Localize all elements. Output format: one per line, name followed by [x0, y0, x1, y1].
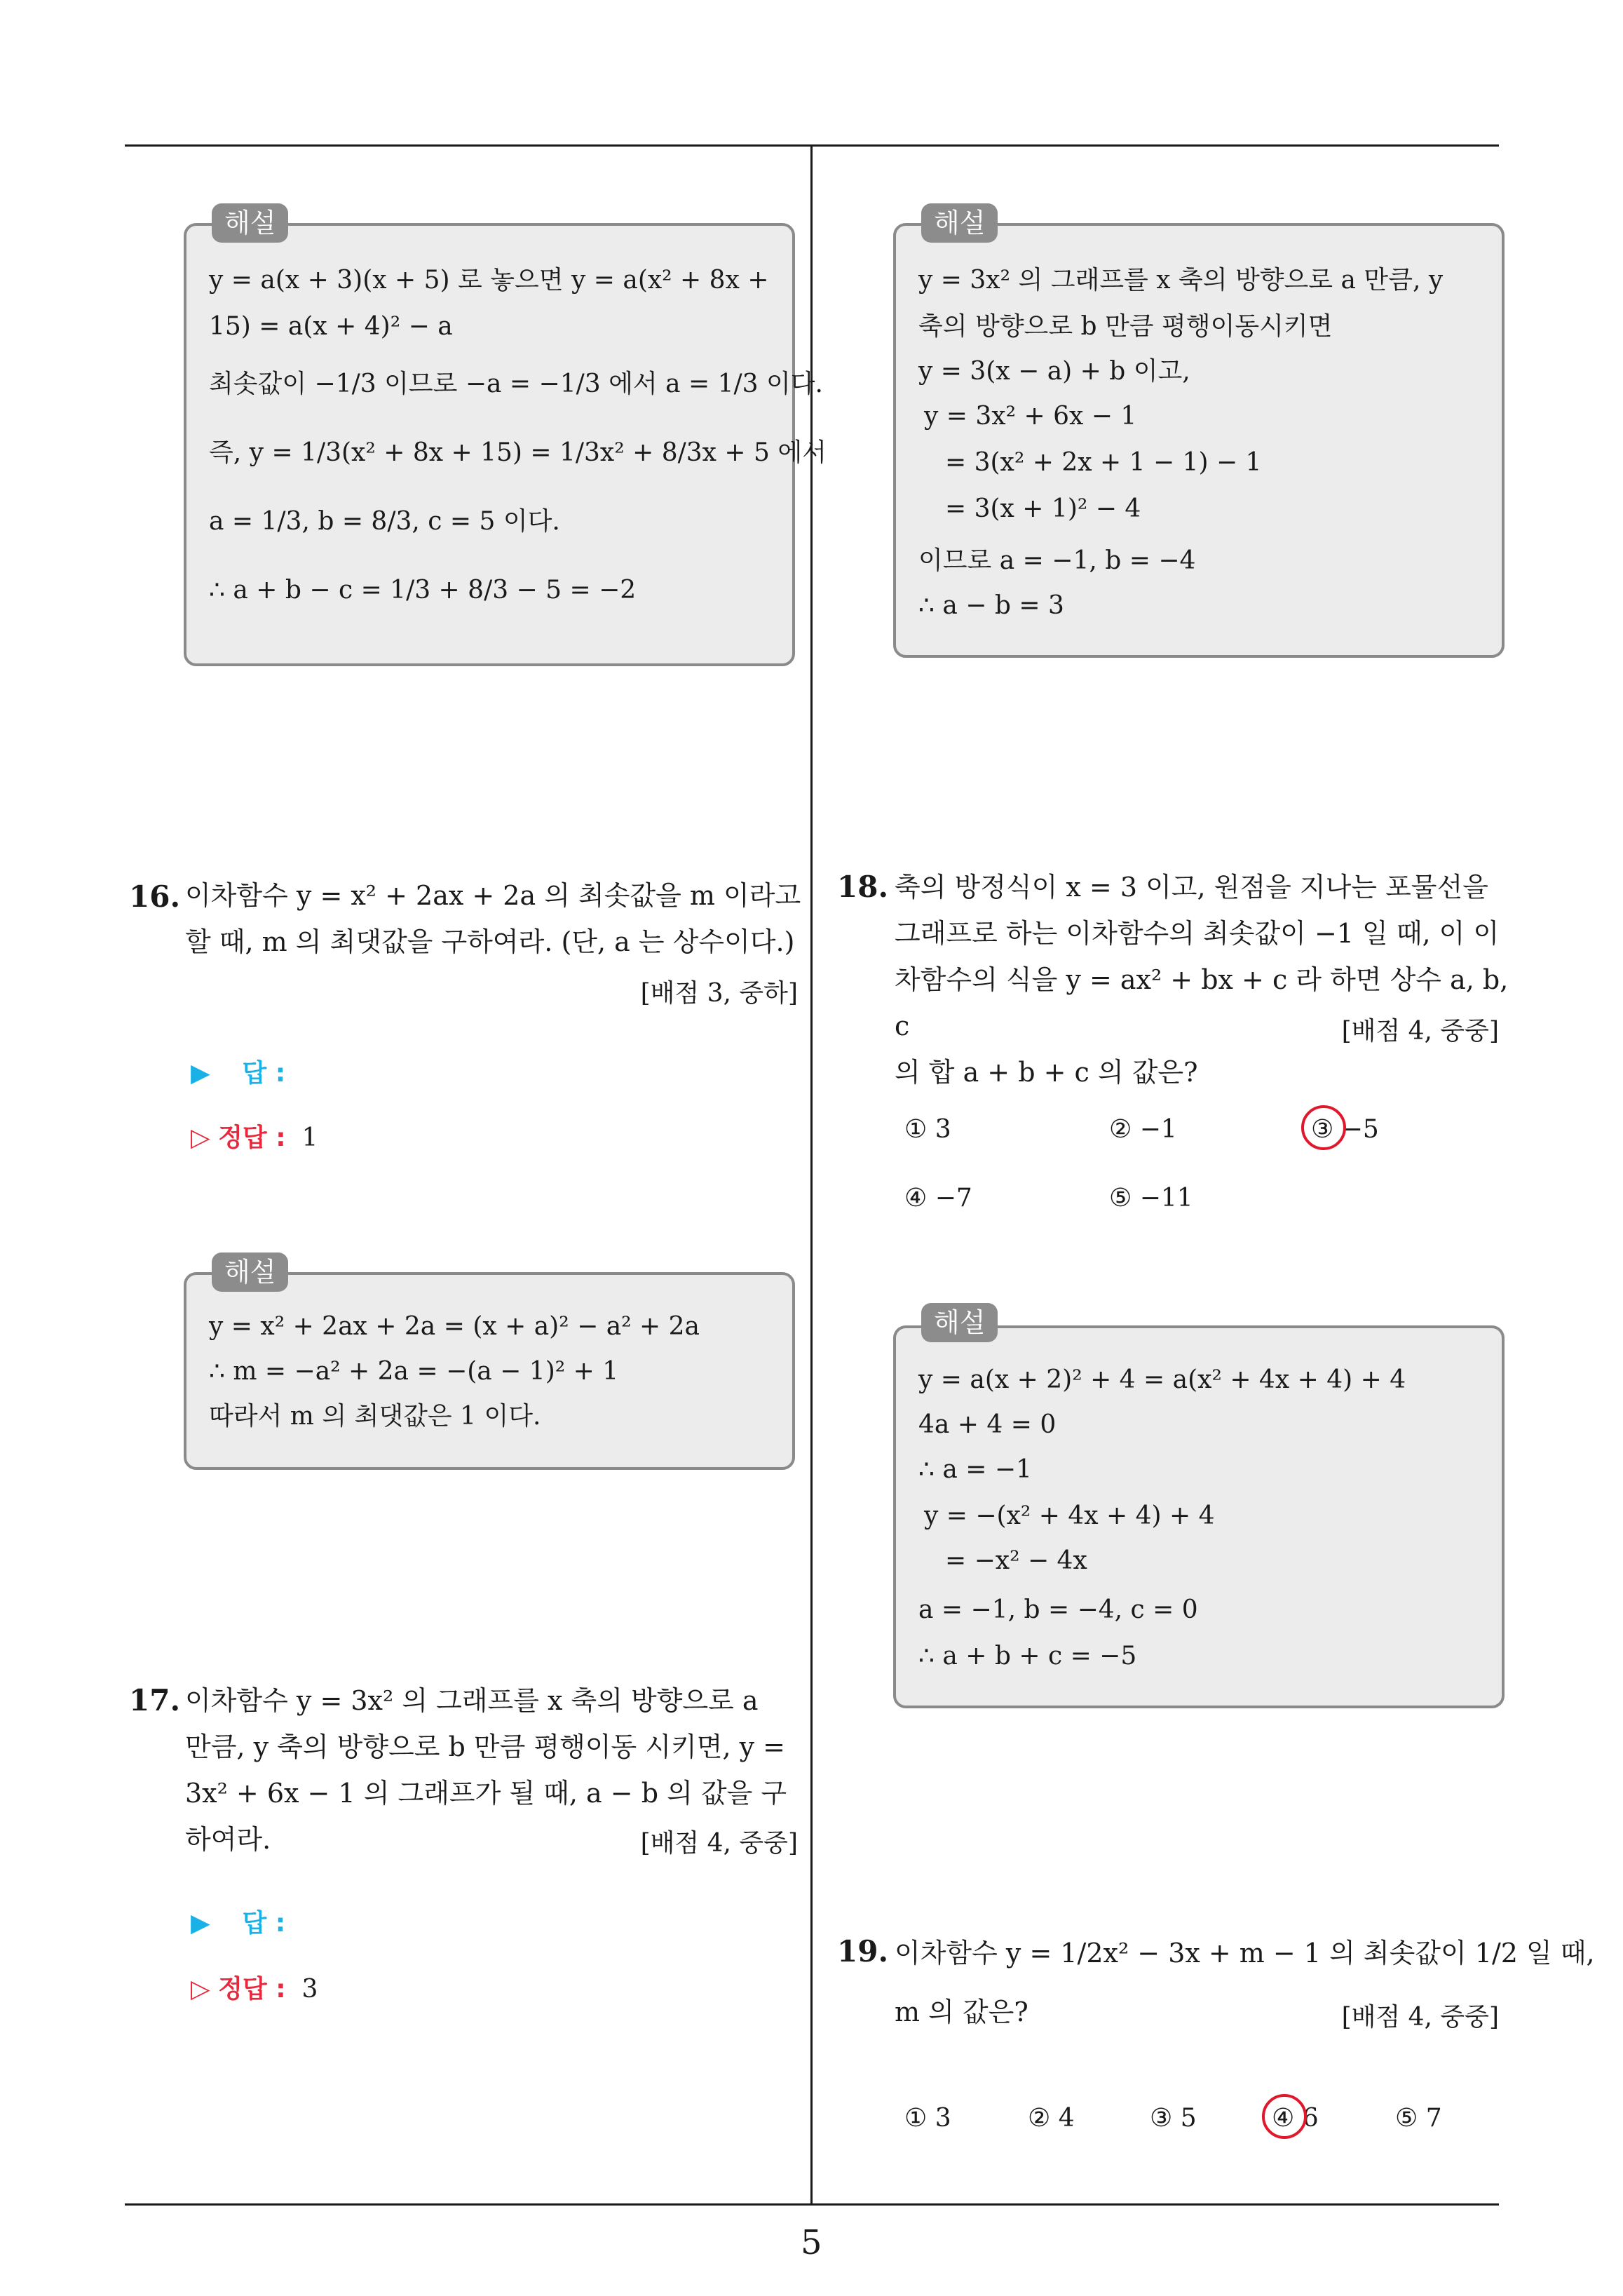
solution-box-16: [184, 1272, 795, 1470]
correct-answer-row: [191, 1118, 318, 1154]
answer-label: 답 :: [242, 1909, 286, 1938]
solution-tag: 해설: [921, 203, 998, 243]
question-line: 이차함수 y = 3x² 의 그래프를 x 축의 방향으로 a: [185, 1685, 759, 1716]
question-line: m 의 값은?: [895, 1997, 1028, 2027]
answer-label: 답 :: [242, 1059, 286, 1088]
question-line: 축의 방정식이 x = 3 이고, 원점을 지나는 포물선을: [895, 872, 1488, 903]
solution-line: = −x² − 4x: [945, 1546, 1087, 1575]
solution-line: ∴ a + b + c = −5: [918, 1642, 1137, 1670]
answer-row: [191, 1903, 285, 1939]
selected-choice-mark: [1262, 2094, 1307, 2139]
solution-line: a = 1/3, b = 8/3, c = 5 이다.: [209, 507, 560, 536]
question-line: 이차함수 y = x² + 2ax + 2a 의 최솟값을 m 이라고: [185, 880, 801, 911]
question-number: 19.: [837, 1934, 889, 1969]
solution-box-15: [184, 223, 827, 666]
choice-3[interactable]: ③ −5: [1311, 1115, 1379, 1144]
bottom-rule: [125, 2203, 1499, 2206]
correct-label: 정답 :: [218, 1123, 286, 1152]
question-number: 16.: [129, 879, 181, 914]
correct-label: 정답 :: [218, 1975, 286, 2004]
question-line: 3x² + 6x − 1 의 그래프가 될 때, a − b 의 값을 구하여라.: [185, 1778, 787, 1855]
correct-answer-value: 1: [301, 1123, 318, 1152]
solution-box-18: [893, 1325, 1505, 1708]
solution-line: 15) = a(x + 4)² − a: [209, 312, 453, 341]
question-score: [배점 3, 중하]: [640, 979, 798, 1008]
solution-line: 최솟값이 −1/3 이므로 −a = −1/3 에서 a = 1/3 이다.: [209, 370, 823, 398]
choice-4[interactable]: ④ −7: [904, 1184, 972, 1213]
question-score: [배점 4, 중중]: [1341, 2003, 1499, 2032]
solution-line: y = 3x² 의 그래프를 x 축의 방향으로 a 만큼, y: [918, 266, 1444, 295]
choice-5[interactable]: ⑤ 7: [1395, 2104, 1442, 2133]
solution-line: y = x² + 2ax + 2a = (x + a)² − a² + 2a: [209, 1312, 700, 1341]
page-number: 5: [801, 2223, 822, 2262]
correct-answer-value: 3: [301, 1975, 318, 2004]
solution-line: 즉, y = 1/3(x² + 8x + 15) = 1/3x² + 8/3x + 5 에서: [209, 438, 827, 467]
solution-line: y = 3x² + 6x − 1: [924, 402, 1137, 431]
choice-4[interactable]: ④ 6: [1272, 2104, 1319, 2133]
outline-play-icon: ▷: [191, 1975, 210, 2004]
solution-line: y = a(x + 3)(x + 5) 로 놓으면 y = a(x² + 8x +: [209, 266, 769, 295]
solution-tag: 해설: [921, 1303, 998, 1342]
question-line: 의 합 a + b + c 의 값은?: [895, 1057, 1198, 1088]
choice-3[interactable]: ③ 5: [1150, 2104, 1197, 2133]
question-line: 만큼, y 축의 방향으로 b 만큼 평행이동 시키면, y =: [185, 1731, 786, 1762]
solution-line: = 3(x² + 2x + 1 − 1) − 1: [945, 448, 1262, 477]
solution-line: y = 3(x − a) + b 이고,: [918, 357, 1190, 386]
solution-line: = 3(x + 1)² − 4: [945, 494, 1141, 523]
selected-choice-mark: [1301, 1105, 1346, 1150]
question-score: [배점 4, 중중]: [640, 1829, 798, 1858]
solution-line: a = −1, b = −4, c = 0: [918, 1595, 1198, 1624]
solution-line: y = a(x + 2)² + 4 = a(x² + 4x + 4) + 4: [918, 1365, 1406, 1394]
correct-answer-row: [191, 1969, 318, 2005]
solution-line: ∴ a − b = 3: [918, 591, 1064, 620]
solution-tag: 해설: [212, 1252, 288, 1292]
play-icon: ▶: [191, 1909, 210, 1938]
solution-line: ∴ m = −a² + 2a = −(a − 1)² + 1: [209, 1357, 619, 1386]
question-score: [배점 4, 중중]: [1341, 1017, 1499, 1046]
question-number: 18.: [837, 870, 889, 904]
choice-1[interactable]: ① 3: [904, 1115, 951, 1144]
question-line: 차함수의 식을 y = ax² + bx + c 라 하면 상수 a, b, c: [895, 964, 1509, 1041]
question-text: [895, 864, 1512, 1095]
solution-line: 이므로 a = −1, b = −4: [918, 546, 1196, 575]
solution-line: 4a + 4 = 0: [918, 1410, 1057, 1439]
question-text: [185, 872, 802, 965]
play-icon: ▶: [191, 1059, 210, 1088]
outline-play-icon: ▷: [191, 1123, 210, 1152]
choice-5[interactable]: ⑤ −11: [1109, 1184, 1193, 1213]
solution-box-17: [893, 223, 1505, 658]
choice-1[interactable]: ① 3: [904, 2104, 951, 2133]
solution-line: 따라서 m 의 최댓값은 1 이다.: [209, 1402, 541, 1431]
solution-line: y = −(x² + 4x + 4) + 4: [924, 1501, 1215, 1530]
question-line: 그래프로 하는 이차함수의 최솟값이 −1 일 때, 이 이: [895, 918, 1500, 949]
choice-2[interactable]: ② −1: [1109, 1115, 1177, 1144]
question-number: 17.: [129, 1683, 181, 1717]
solution-line: 축의 방향으로 b 만큼 평행이동시키면: [918, 312, 1333, 341]
question-line: 이차함수 y = 1/2x² − 3x + m − 1 의 최솟값이 1/2 일 때,: [895, 1938, 1595, 1969]
solution-tag: 해설: [212, 203, 288, 243]
answer-row: [191, 1053, 285, 1089]
choice-2[interactable]: ② 4: [1028, 2104, 1075, 2133]
question-line: 할 때, m 의 최댓값을 구하여라. (단, a 는 상수이다.): [185, 926, 795, 957]
solution-line: ∴ a + b − c = 1/3 + 8/3 − 5 = −2: [209, 576, 637, 605]
solution-line: ∴ a = −1: [918, 1455, 1032, 1484]
